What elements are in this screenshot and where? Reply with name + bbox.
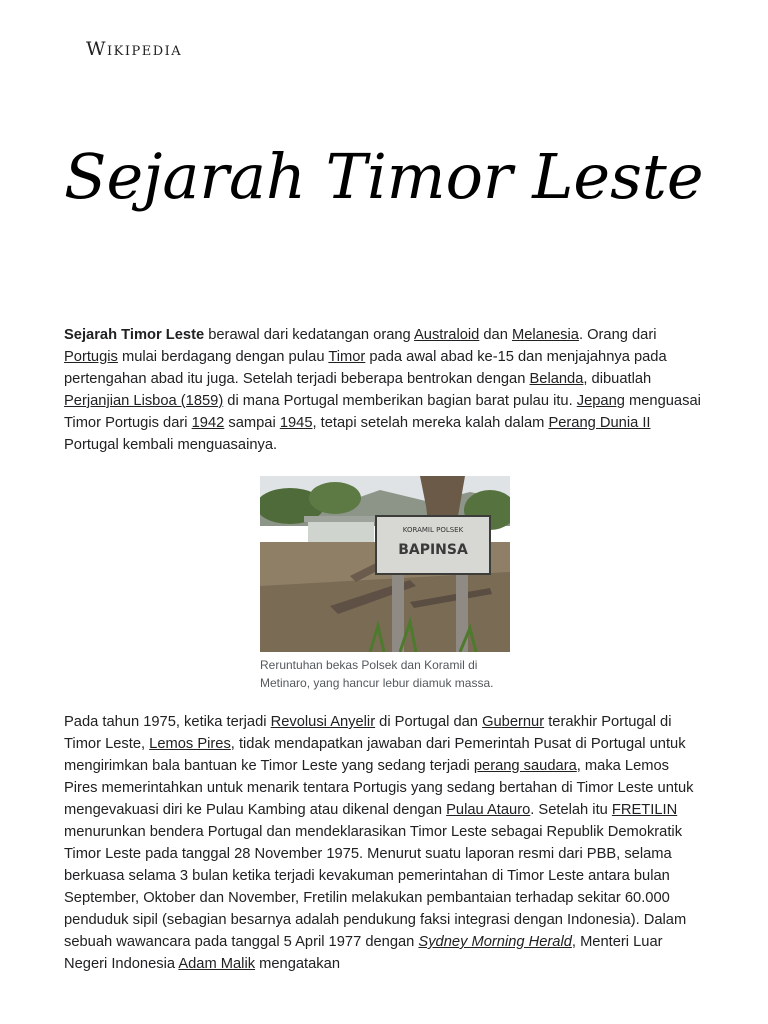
link-fretilin[interactable]: FRETILIN — [611, 802, 678, 818]
wikipedia-logo[interactable]: Wikipedia — [86, 38, 183, 60]
bold-term: Sejarah Timor Leste — [64, 327, 205, 343]
link-melanesia[interactable]: Melanesia — [511, 327, 579, 343]
link-belanda[interactable]: Belanda — [529, 371, 584, 387]
link-adam-malik[interactable]: Adam Malik — [178, 956, 256, 972]
link-timor[interactable]: Timor — [328, 349, 366, 365]
text: mulai berdagang dengan pulau — [117, 349, 329, 365]
link-lemos-pires[interactable]: Lemos Pires — [149, 736, 231, 752]
photo-building-roof — [304, 516, 378, 522]
sign-line1: KORAMIL POLSEK — [402, 526, 464, 534]
ruins-photo[interactable] — [260, 476, 510, 652]
text: dan — [479, 327, 512, 343]
text: , maka Lemos Pires memerintahkan untuk menarik tentara Portugis yang sedang bertahan di Timor Leste untuk mengevakuasi diri ke Pulau Kambing atau dikenal dengan — [64, 758, 694, 818]
figure-caption: Reruntuhan bekas Polsek dan Koramil di Metinaro, yang hancur lebur diamuk massa. — [260, 658, 494, 690]
text: menurunkan bendera Portugal dan mendeklarasikan Timor Leste sebagai Republik Demokratik Timor Leste pada tanggal 28 November 1975. Menurut suatu laporan resmi dari PBB, selama berkuasa selama 3 bulan ketika terjadi kevakuman pemerintahan di Timor Leste antara bulan September, Oktober dan November, Fretilin melakukan pembantaian terhadap sekitar 60.000 penduduk sipil (sebagian besarnya adalah pendukung faksi integrasi dengan Indonesia). Dalam sebuah wawancara pada tanggal 5 April 1977 dengan — [64, 824, 687, 950]
text: Pada tahun 1975, ketika terjadi — [64, 714, 271, 730]
history-paragraph — [64, 711, 706, 975]
intro-paragraph — [64, 324, 706, 456]
link-1942[interactable]: 1942 — [191, 415, 225, 431]
text: Portugal kembali menguasainya. — [64, 437, 278, 453]
link-perang-dunia-ii[interactable]: Perang Dunia II — [548, 415, 651, 431]
sign-line2: BAPINSA — [398, 542, 468, 558]
text: , tidak mendapatkan jawaban dari Pemerintah Pusat di Portugal untuk mengirimkan bala bantuan ke Timor Leste yang sedang terjadi — [64, 736, 686, 774]
text: di mana Portugal memberikan bagian barat pulau itu. — [223, 393, 577, 409]
text: berawal dari kedatangan orang — [204, 327, 414, 343]
text: , tetapi setelah mereka kalah dalam — [312, 415, 549, 431]
text: . Orang dari — [578, 327, 657, 343]
text: pada awal abad ke-15 dan menjajahnya pada pertengahan abad itu juga. Setelah terjadi beberapa bentrokan dengan — [64, 349, 667, 387]
link-australoid[interactable]: Australoid — [414, 327, 480, 343]
link-portugis[interactable]: Portugis — [64, 349, 118, 365]
text: . Setelah itu — [530, 802, 612, 818]
text: sampai — [224, 415, 280, 431]
photo-tree — [309, 482, 361, 514]
text: , Menteri Luar Negeri Indonesia — [64, 934, 663, 972]
text: menguasai Timor Portugis dari — [64, 393, 701, 431]
link-perjanjian-lisboa[interactable]: Perjanjian Lisboa (1859) — [64, 393, 224, 409]
text: di Portugal dan — [375, 714, 483, 730]
link-jepang[interactable]: Jepang — [576, 393, 625, 409]
page-title: Sejarah Timor Leste — [64, 140, 704, 213]
text: mengatakan — [255, 956, 340, 972]
link-gubernur[interactable]: Gubernur — [482, 714, 545, 730]
figure — [260, 476, 510, 692]
link-1945[interactable]: 1945 — [279, 415, 313, 431]
link-perang-saudara[interactable]: perang saudara — [473, 758, 577, 774]
sign-post — [392, 564, 404, 652]
text: , dibuatlah — [583, 371, 652, 387]
link-pulau-atauro[interactable]: Pulau Atauro — [446, 802, 531, 818]
text: terakhir Portugal di Timor Leste, — [64, 714, 672, 752]
link-revolusi-anyelir[interactable]: Revolusi Anyelir — [270, 714, 376, 730]
link-sydney-morning-herald[interactable]: Sydney Morning Herald — [418, 934, 572, 950]
